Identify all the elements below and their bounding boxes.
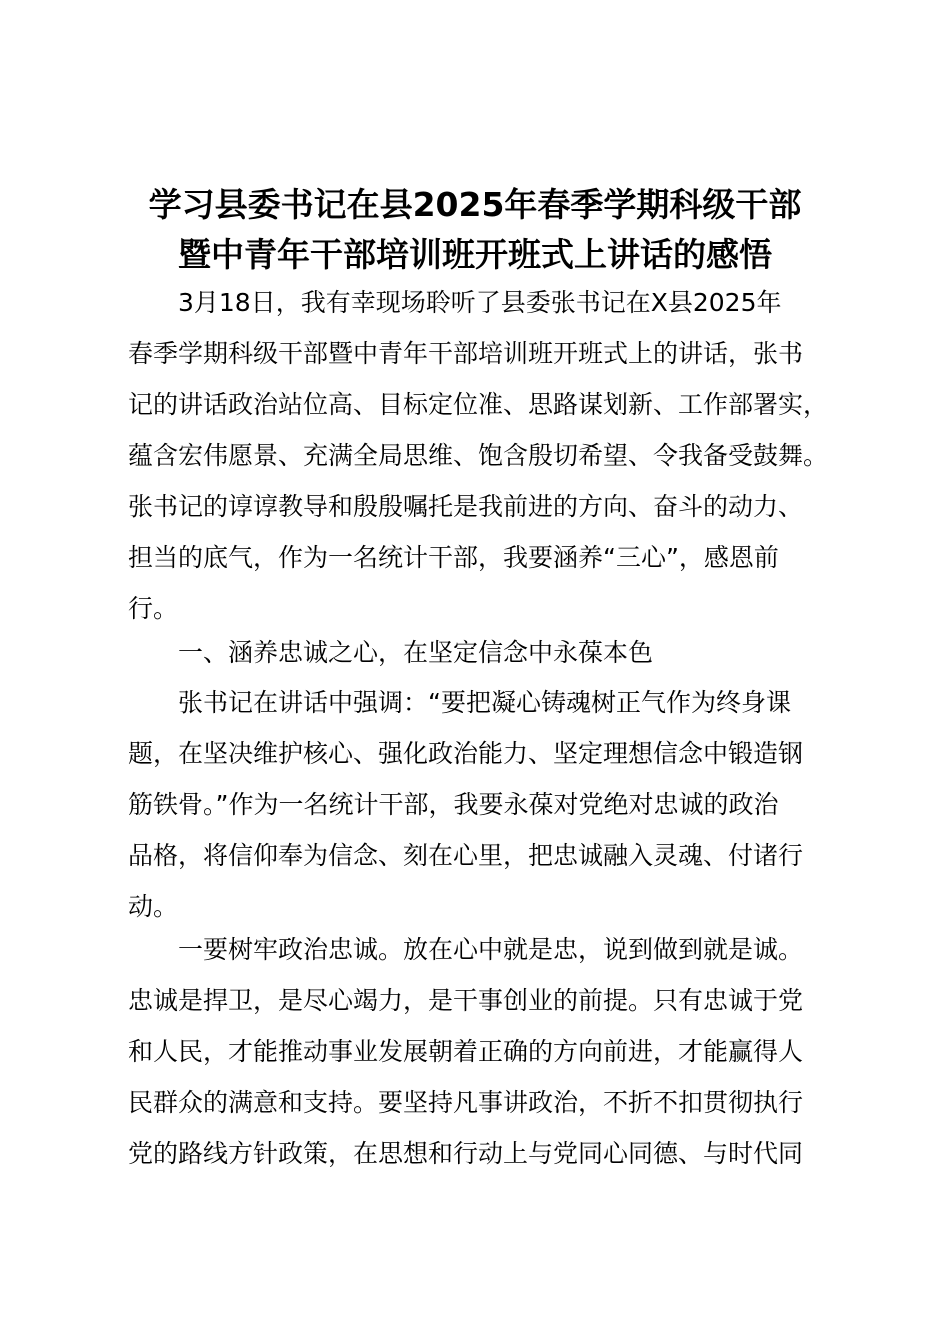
text-line: 党的路线方针政策，在思想和行动上与党同心同德、与时代同 bbox=[128, 1139, 804, 1168]
section-heading-1 bbox=[128, 627, 840, 678]
paragraph-intro bbox=[128, 277, 840, 634]
text-line: 民群众的满意和支持。要坚持凡事讲政治，不折不扣贯彻执行 bbox=[128, 1088, 804, 1117]
document-title bbox=[0, 180, 950, 280]
text-line: 忠诚是捍卫，是尽心竭力，是干事创业的前提。只有忠诚于党 bbox=[128, 986, 804, 1015]
text-line: 动。 bbox=[128, 892, 179, 921]
paragraph-loyalty-quote bbox=[128, 677, 840, 932]
text-line: 张书记在讲话中强调：“要把凝心铸魂树正气作为终身课 bbox=[178, 688, 791, 717]
title-line: 学习县委书记在县2025年春季学期科级干部 bbox=[148, 185, 802, 224]
text-line: 记的讲话政治站位高、目标定位准、思路谋划新、工作部署实， bbox=[128, 390, 829, 419]
text-line: 张书记的谆谆教导和殷殷嘱托是我前进的方向、奋斗的动力、 bbox=[128, 492, 804, 521]
heading-line: 一、涵养忠诚之心，在坚定信念中永葆本色 bbox=[178, 638, 654, 667]
title-line: 暨中青年干部培训班开班式上讲话的感悟 bbox=[178, 235, 772, 274]
paragraph-political-loyalty bbox=[128, 924, 840, 1179]
text-line: 筋铁骨。”作为一名统计干部，我要永葆对党绝对忠诚的政治 bbox=[128, 790, 779, 819]
text-line: 品格，将信仰奉为信念、刻在心里，把忠诚融入灵魂、付诸行 bbox=[128, 841, 804, 870]
text-line: 一要树牢政治忠诚。放在心中就是忠，说到做到就是诚。 bbox=[178, 935, 804, 964]
text-line: 和人民，才能推动事业发展朝着正确的方向前进，才能赢得人 bbox=[128, 1037, 804, 1066]
text-line: 春季学期科级干部暨中青年干部培训班开班式上的讲话，张书 bbox=[128, 339, 804, 368]
text-line: 担当的底气，作为一名统计干部，我要涵养“三心”，感恩前 bbox=[128, 543, 779, 572]
text-line: 3月18日，我有幸现场聆听了县委张书记在X县2025年 bbox=[178, 288, 782, 317]
text-line: 行。 bbox=[128, 594, 179, 623]
text-line: 题，在坚决维护核心、强化政治能力、坚定理想信念中锻造钢 bbox=[128, 739, 804, 768]
text-line: 蕴含宏伟愿景、充满全局思维、饱含殷切希望、令我备受鼓舞。 bbox=[128, 441, 829, 470]
